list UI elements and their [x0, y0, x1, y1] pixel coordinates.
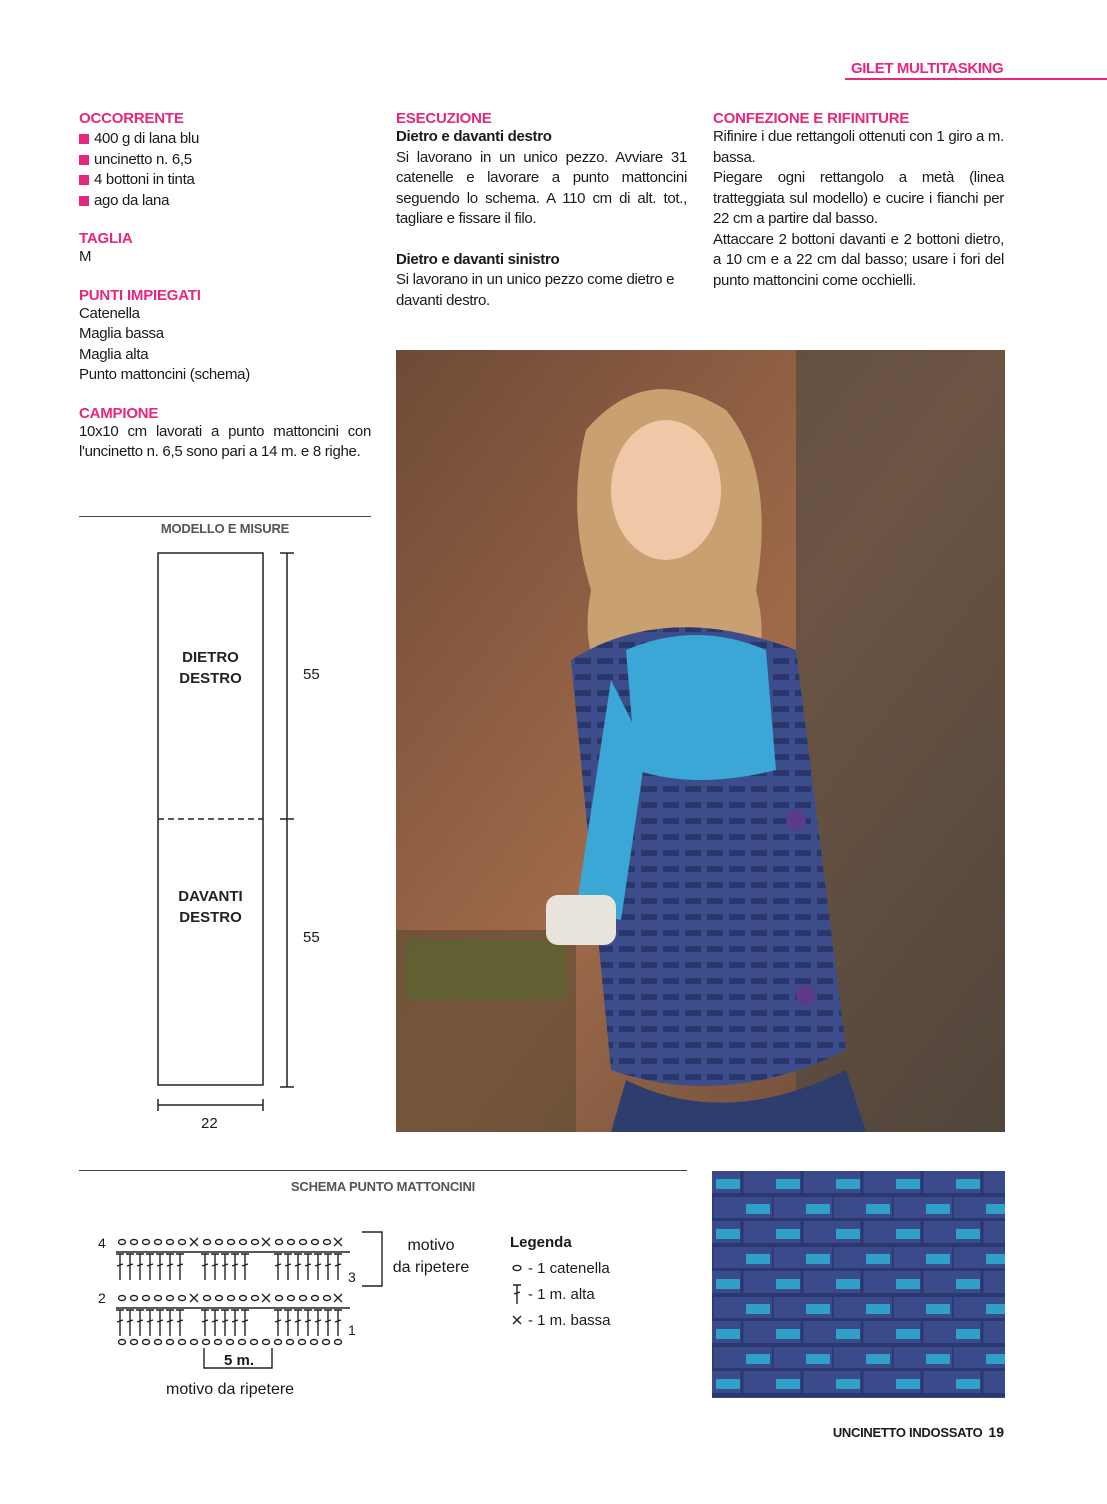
column-left	[79, 110, 371, 463]
chain-symbol-icon	[510, 1263, 524, 1273]
legend	[510, 1234, 611, 1333]
bullet-icon	[79, 175, 89, 185]
double-crochet-symbol-icon	[510, 1283, 524, 1305]
stitch-chart	[110, 1230, 390, 1370]
taglia-title: TAGLIA	[79, 230, 133, 247]
campione-text: 10x10 cm lavorati a punto mattoncini con l'uncinetto n. 6,5 sono pari a 14 m. e 8 righe.	[79, 422, 371, 460]
campione-title: CAMPIONE	[79, 404, 159, 422]
header-rule	[845, 78, 1107, 80]
bullet-icon	[79, 134, 89, 144]
punti-item: Punto mattoncini (schema)	[79, 366, 250, 383]
list-item: 4 bottoni in tinta	[79, 170, 371, 191]
measure-width: 22	[201, 1115, 218, 1132]
footer-magazine: UNCINETTO INDOSSATO	[832, 1425, 983, 1440]
legend-item: - 1 m. bassa	[510, 1307, 611, 1333]
model-label-top: DIETRO DESTRO	[179, 649, 242, 687]
legend-item: - 1 catenella	[510, 1255, 611, 1281]
schema-caption: SCHEMA PUNTO MATTONCINI	[290, 1179, 476, 1194]
vertical-repeat-caption: motivo da ripetere	[392, 1237, 470, 1276]
single-crochet-symbol-icon	[510, 1314, 524, 1326]
occorrente-list	[79, 129, 371, 211]
list-item: 400 g di lana blu	[79, 129, 371, 150]
list-item: uncinetto n. 6,5	[79, 150, 371, 171]
punti-item: Maglia alta	[79, 345, 149, 363]
schema-divider	[79, 1170, 687, 1171]
punti-item: Catenella	[79, 304, 140, 322]
model-diagram	[150, 545, 310, 1115]
measure-top: 55	[303, 666, 320, 683]
bullet-icon	[79, 196, 89, 206]
row-label-4: 4	[98, 1235, 106, 1251]
esecuzione-subtitle-right: Dietro e davanti destro	[396, 128, 552, 145]
page-header-title: GILET MULTITASKING	[851, 60, 1004, 77]
repeat-caption: motivo da ripetere	[166, 1381, 295, 1398]
model-label-bottom: DAVANTI DESTRO	[178, 888, 243, 926]
punti-item: Maglia bassa	[79, 325, 164, 342]
esecuzione-title: ESECUZIONE	[396, 110, 492, 127]
occorrente-title: OCCORRENTE	[79, 110, 184, 127]
punti-title: PUNTI IMPIEGATI	[79, 286, 201, 304]
page-number: 19	[988, 1424, 1004, 1440]
esecuzione-subtitle-left: Dietro e davanti sinistro	[396, 250, 560, 268]
taglia-value: M	[79, 248, 92, 265]
confezione-text-1: Rifinire i due rettangoli ottenuti con 1 giro a m. bassa.	[713, 128, 1004, 166]
model-divider	[79, 516, 371, 517]
confezione-title: CONFEZIONE E RIFINITURE	[713, 110, 910, 127]
stitch-closeup-photo	[712, 1171, 1005, 1398]
bullet-icon	[79, 155, 89, 165]
confezione-text-3: Attaccare 2 bottoni davanti e 2 bottoni dietro, a 10 cm e a 22 cm dal basso; usare i fori del punto mattoncini come occhielli.	[713, 230, 1004, 289]
esecuzione-text-left: Si lavorano in un unico pezzo come dietro e davanti destro.	[396, 271, 675, 309]
row-label-2: 2	[98, 1290, 106, 1306]
esecuzione-text-right: Si lavorano in un unico pezzo. Avviare 31 catenelle e lavorare a punto mattoncini seguendo lo schema. A 110 cm di alt. tot., tagliare e fissare il filo.	[396, 148, 687, 227]
legend-item: - 1 m. alta	[510, 1281, 611, 1307]
model-caption: MODELLO E MISURE	[160, 521, 290, 536]
row-label-3: 3	[348, 1269, 356, 1285]
column-right	[713, 110, 1004, 291]
row-label-1: 1	[348, 1322, 356, 1338]
list-item: ago da lana	[79, 191, 371, 212]
legend-title: Legenda	[510, 1234, 572, 1251]
column-middle	[396, 110, 687, 311]
confezione-text-2: Piegare ogni rettangolo a metà (linea tratteggiata sul modello) e cucire i fianchi per 22 cm a partire dal basso.	[713, 169, 1004, 227]
repeat-stitch-count: 5 m.	[224, 1352, 255, 1369]
model-photo	[396, 350, 1005, 1132]
footer	[833, 1424, 1004, 1440]
measure-bottom: 55	[303, 929, 320, 946]
